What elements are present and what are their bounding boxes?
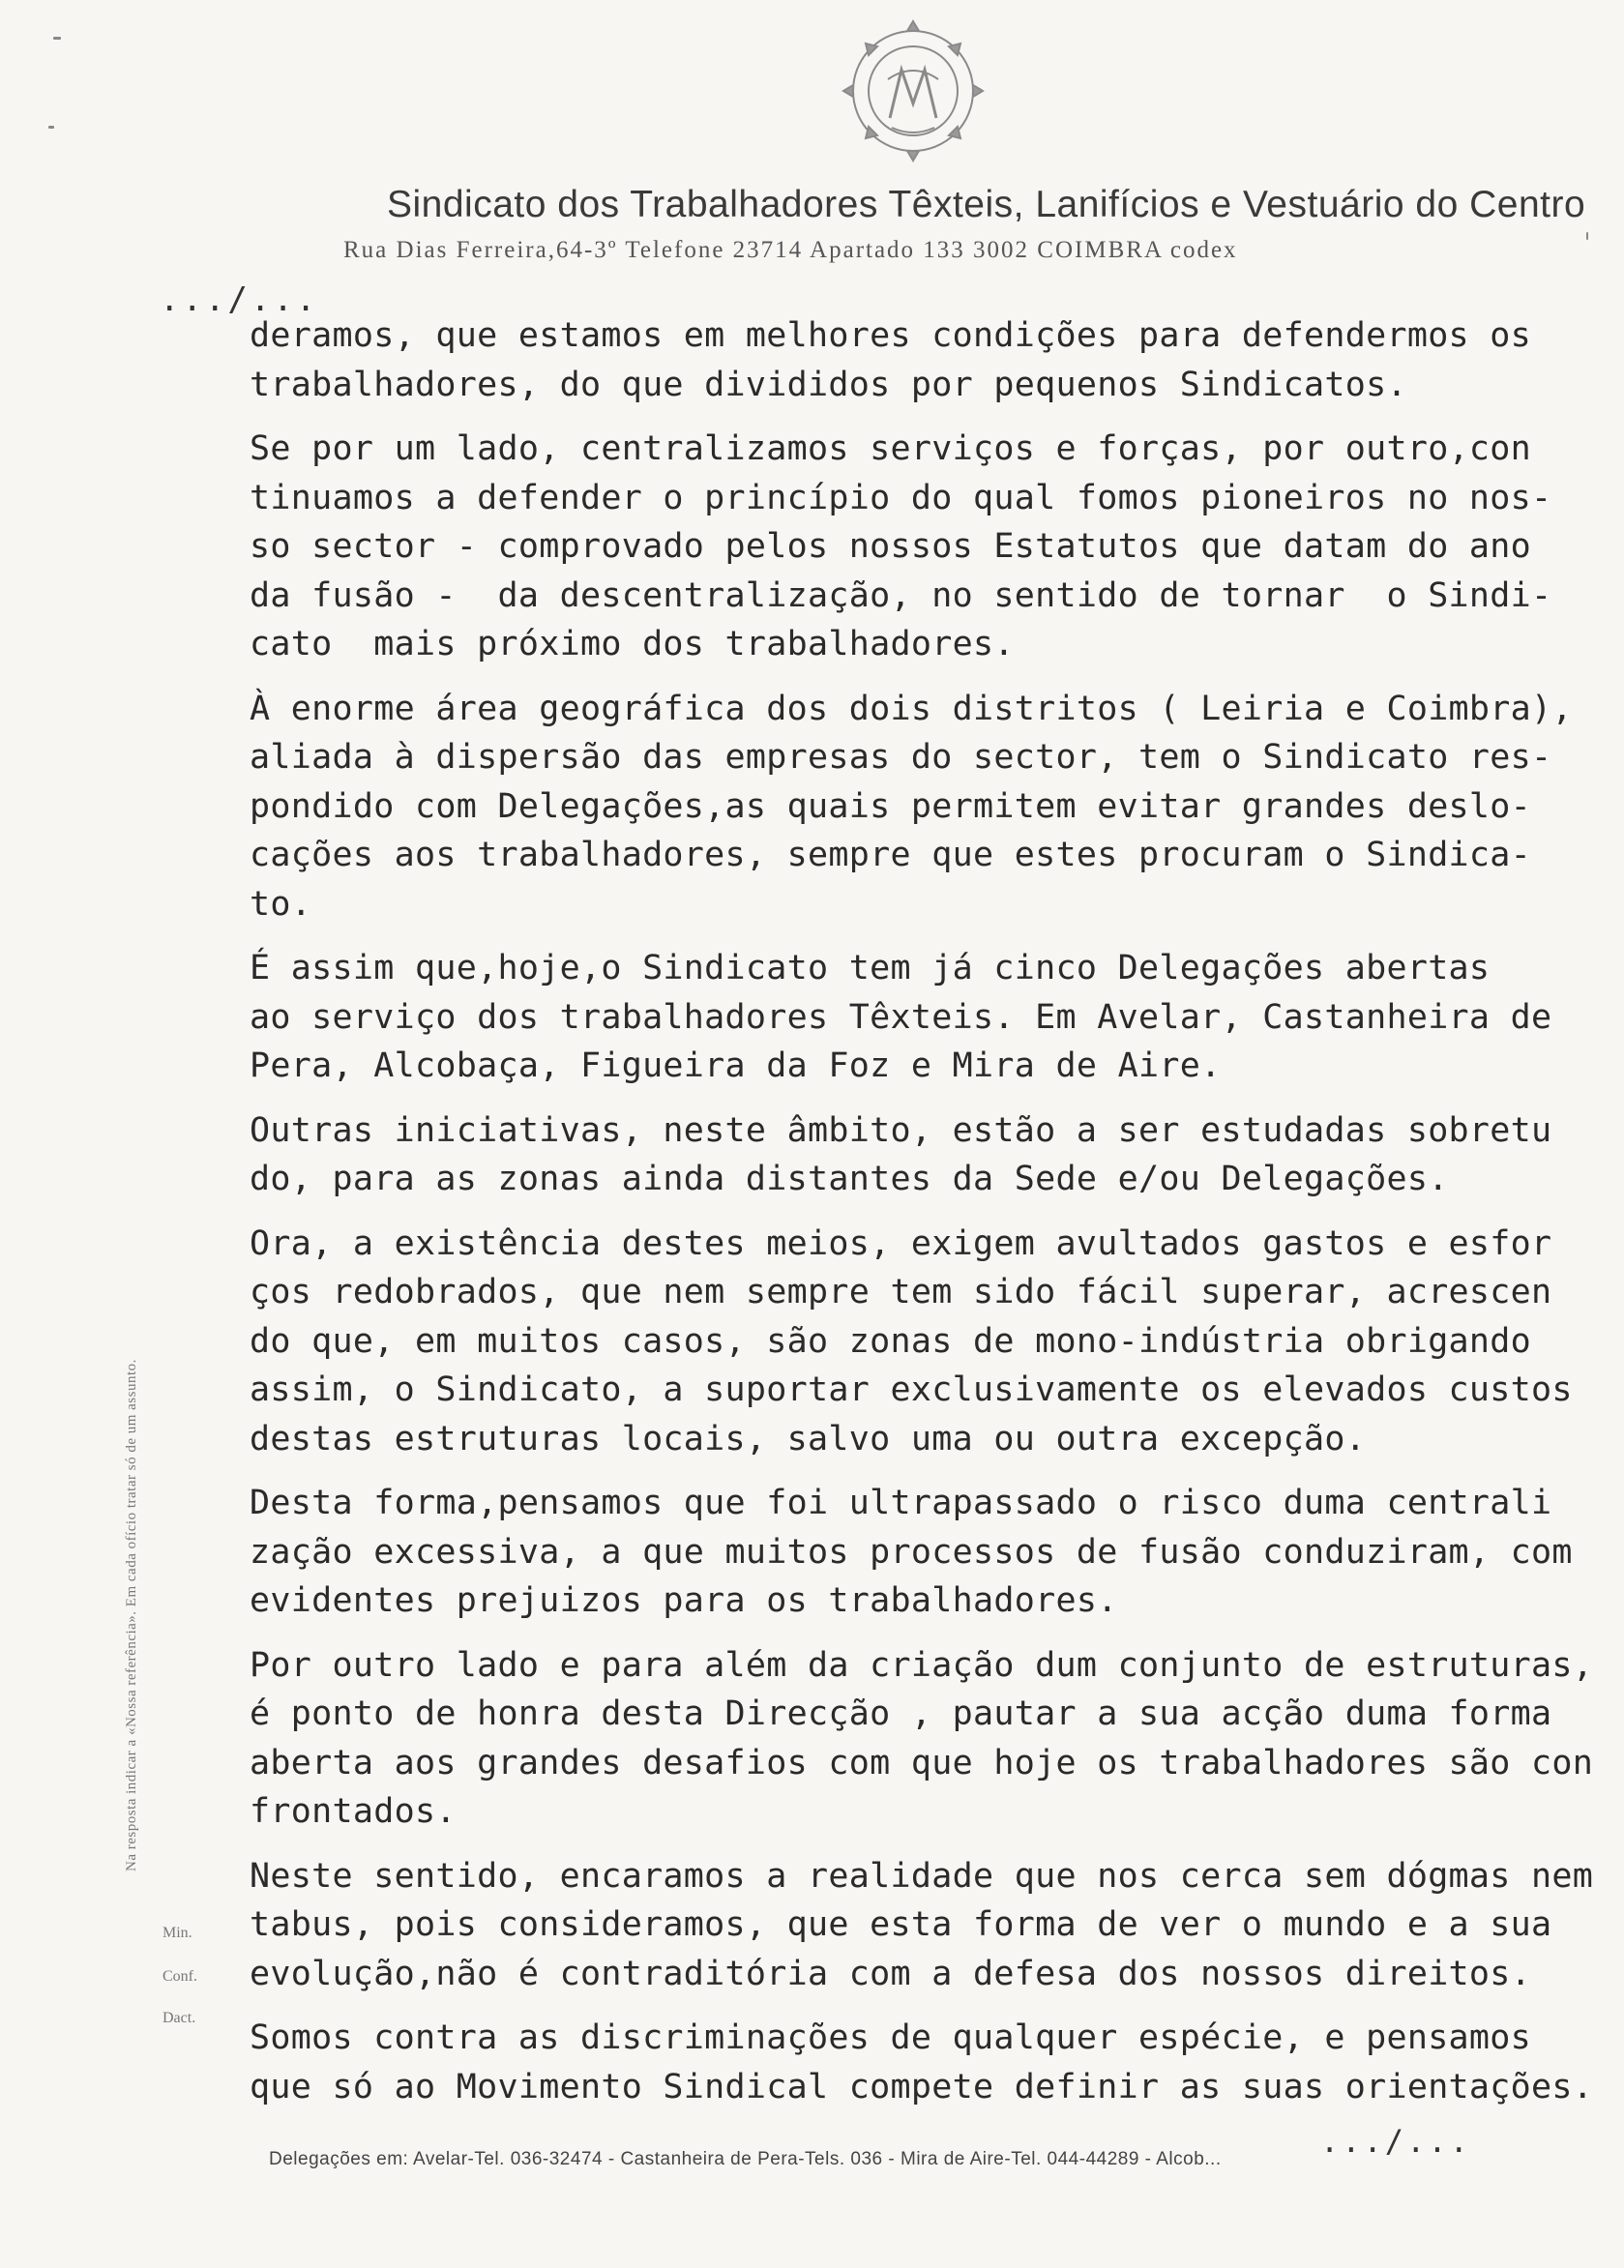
paragraph-1 [250, 311, 1536, 409]
paragraph-4 [250, 944, 1552, 1091]
text-line: cato mais próximo dos trabalhadores. [250, 625, 1015, 663]
text-line: cações aos trabalhadores, sempre que estes procuram o Sindica- [250, 836, 1532, 874]
text-line: do que, em muitos casos, são zonas de mono-indústria obrigando [250, 1321, 1532, 1361]
text-line: ao serviço dos trabalhadores Têxteis. Em Avelar, Castanheira de [250, 997, 1552, 1037]
text-line: tinuamos a defender o princípio do qual fomos pioneiros no nos- [250, 478, 1552, 517]
text-line: Neste sentido, encaramos a realidade que nos cerca sem dógmas nem [250, 1856, 1594, 1896]
organization-address: Rua Dias Ferreira,64-3º Telefone 23714 Apartado 133 3002 COIMBRA codex [343, 237, 1238, 263]
text-line: destas estruturas locais, salvo uma ou outra excepção. [250, 1419, 1367, 1458]
text-line: que só ao Movimento Sindical compete definir as suas orientações. [250, 2067, 1594, 2106]
organization-name: Sindicato dos Trabalhadores Têxteis, Lanifícios e Vestuário do Centro [387, 184, 1586, 225]
paragraph-6 [250, 1220, 1573, 1464]
text-line: É assim que,hoje,o Sindicato tem já cinco Delegações abertas [250, 949, 1491, 987]
margin-mark-dact: Dact. [162, 2010, 196, 2026]
paragraph-3 [250, 685, 1573, 929]
text-line: to. [250, 884, 312, 924]
letter-body [250, 311, 1594, 2127]
text-line: da fusão - da descentralização, no sentido de tornar o Sindi- [250, 575, 1552, 615]
paragraph-5 [250, 1106, 1552, 1204]
margin-mark-conf: Conf. [162, 1968, 197, 1985]
text-line: Outras iniciativas, neste âmbito, estão a ser estudadas sobretu [250, 1110, 1552, 1150]
text-line: Por outro lado e para além da criação dum conjunto de estruturas, [250, 1645, 1594, 1685]
text-line: ços redobrados, que nem sempre tem sido fácil superar, acrescen [250, 1273, 1552, 1311]
margin-mark-min: Min. [162, 1925, 192, 1941]
text-line: so sector - comprovado pelos nossos Estatutos que datam do ano [250, 527, 1532, 566]
continuation-mark-top: .../... [160, 280, 319, 319]
text-line: zação excessiva, a que muitos processos de fusão conduziram, com [250, 1532, 1573, 1572]
paragraph-8 [250, 1641, 1594, 1837]
text-line: Ora, a existência destes meios, exigem avultados gastos e esfor [250, 1223, 1552, 1263]
delegations-footer: Delegações em: Avelar-Tel. 036-32474 - Castanheira de Pera-Tels. 036 - Mira de Aire-Tel. 044-44289 - Alcob... [269, 2149, 1222, 2169]
text-line: pondido com Delegações,as quais permitem evitar grandes deslo- [250, 786, 1532, 826]
paper-speck [1586, 232, 1588, 240]
text-line: trabalhadores, do que divididos por pequenos Sindicatos. [250, 365, 1407, 404]
text-line: assim, o Sindicato, a suportar exclusivamente os elevados custos [250, 1370, 1573, 1409]
paragraph-7 [250, 1479, 1573, 1626]
text-line: Pera, Alcobaça, Figueira da Foz e Mira de Aire. [250, 1046, 1222, 1085]
paragraph-9 [250, 1852, 1594, 1999]
text-line: é ponto de honra desta Direcção , pautar a sua acção duma forma [250, 1694, 1552, 1733]
reference-side-note: Na resposta indicar a «Nossa referência». Em cada ofício tratar só de um assunto. [124, 1359, 139, 1871]
paragraph-2 [250, 425, 1552, 669]
text-line: aliada à dispersão das empresas do sector, tem o Sindicato res- [250, 738, 1552, 777]
text-line: À enorme área geográfica dos dois distritos ( Leiria e Coimbra), [250, 689, 1573, 728]
text-line: do, para as zonas ainda distantes da Sede e/ou Delegações. [250, 1160, 1449, 1198]
paragraph-10 [250, 2014, 1594, 2111]
union-emblem-logo [834, 12, 992, 170]
text-line: deramos, que estamos em melhores condições para defendermos os [250, 316, 1532, 355]
text-line: Se por um lado, centralizamos serviços e forças, por outro,con [250, 429, 1532, 468]
text-line: Desta forma,pensamos que foi ultrapassado o risco duma centrali [250, 1484, 1552, 1522]
text-line: frontados. [250, 1792, 457, 1831]
continuation-mark-bottom: .../... [1320, 2123, 1471, 2160]
text-line: evolução,não é contraditória com a defesa dos nossos direitos. [250, 1954, 1532, 1993]
paper-speck [53, 37, 61, 40]
paper-speck [48, 126, 54, 129]
text-line: aberta aos grandes desafios com que hoje os trabalhadores são con [250, 1743, 1594, 1782]
text-line: evidentes prejuizos para os trabalhadores. [250, 1581, 1118, 1620]
text-line: tabus, pois consideramos, que esta forma de ver o mundo e a sua [250, 1905, 1552, 1944]
text-line: Somos contra as discriminações de qualquer espécie, e pensamos [250, 2018, 1532, 2057]
